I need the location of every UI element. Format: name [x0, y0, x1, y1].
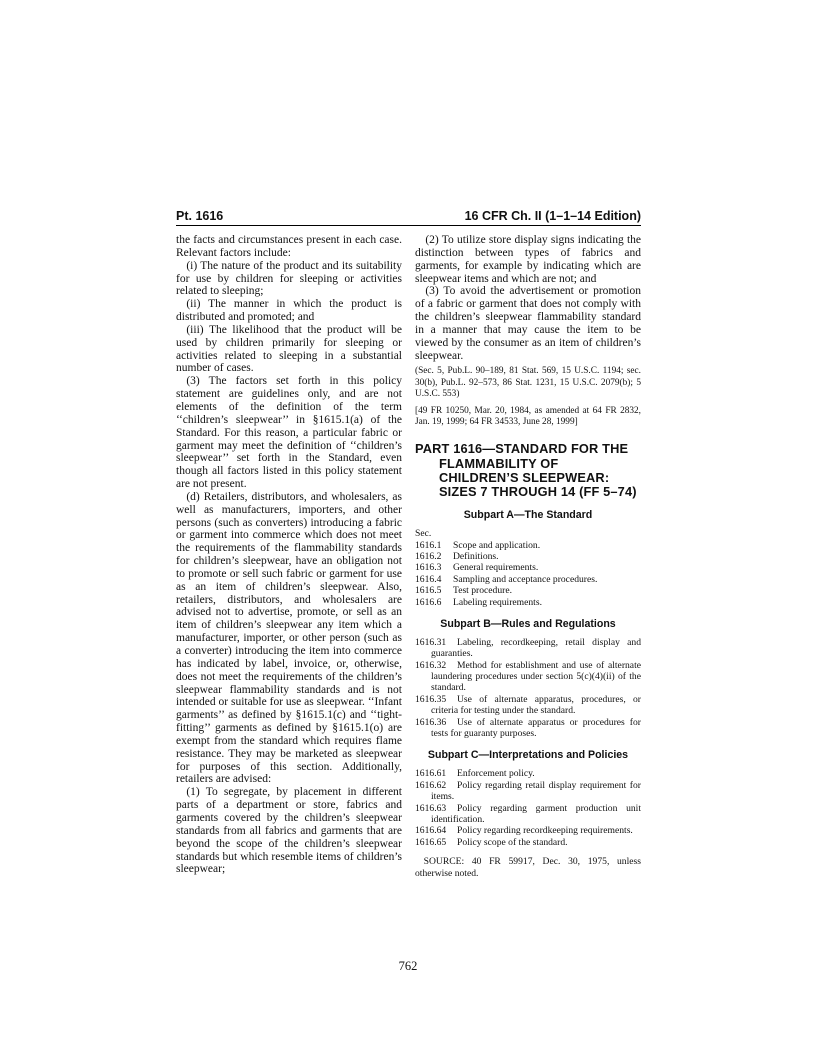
section-number: 1616.2 [415, 550, 442, 562]
title-edition: 16 CFR Ch. II (1–1–14 Edition) [464, 209, 641, 223]
source-note: SOURCE: 40 FR 59917, Dec. 30, 1975, unless otherwise noted. [415, 856, 641, 879]
section-number: 1616.1 [415, 539, 442, 551]
section-title: Sampling and acceptance procedures. [453, 573, 598, 585]
subpart-a-heading: Subpart A—The Standard [463, 509, 593, 522]
subpart-a-contents [415, 528, 641, 608]
paragraph: (3) To avoid the advertisement or promotion of a fabric or garment that does not comply with the children’s sleepwear flammability standard in a manner that may cause the item to be viewed by the consumer as an item of children’s sleepwear. [415, 285, 641, 362]
subpart-b-contents [415, 637, 641, 740]
section-number: 1616.31 [415, 636, 447, 648]
sec-label: Sec. [415, 528, 432, 540]
section-number: 1616.61 [415, 768, 447, 780]
subpart-b-heading: Subpart B—Rules and Regulations [440, 617, 616, 630]
paragraph: (d) Retailers, distributors, and wholesalers, as well as manufacturers, importers, and other persons (such as converters) introducing a fabric or garment into commerce which does not meet the requirements of the flammability standards for children’s sleepwear, have an obligation not to promote or sell such fabric or garment for use as an item of children’s sleepwear. Also, retailers, distributors, and wholesalers are advised not to advertise, promote, or sell as an item of children’s sleepwear any item which a manufacturer, importer, or other person (such as a converter) introducing the item into commerce has indicated by label, invoice, or, otherwise, does not meet the requirements of the children’s sleepwear flammability standards and is not intended or suitable for use as sleepwear. ‘‘Infant garments’’ as defined by §1615.1(c) and ‘‘tight-fitting’’ garments as defined by §1615.1(o) are exempt from the standard which requires flame resistance. They may be marketed as sleepwear for purposes of this section. Additionally, retailers are advised: [176, 490, 402, 786]
section-number: 1616.5 [415, 585, 442, 597]
section-number: 1616.64 [415, 825, 447, 837]
toc-item [415, 660, 641, 694]
section-title: Policy regarding recordkeeping requirements. [457, 825, 633, 837]
section-number: 1616.4 [415, 573, 442, 585]
paragraph: (ii) The manner in which the product is distributed and promoted; and [176, 298, 402, 324]
toc-item [415, 637, 641, 660]
toc-item [415, 694, 641, 717]
page-number: 762 [398, 959, 418, 973]
toc-item [415, 717, 641, 740]
part-heading: PART 1616—STANDARD FOR THE FLAMMABILITY OF CHILDREN’S SLEEPWEAR: SIZES 7 THROUGH 14 (FF 5–74) [415, 441, 637, 500]
toc-item [415, 551, 641, 562]
running-header [176, 209, 641, 225]
paragraph: (3) The factors set forth in this policy statement are guidelines only, and are not elements of the definition of the term ‘‘children’s sleepwear’’ in §1615.1(a) of the Standard. For this reason, a particular fabric or garment may meet the definition of ‘‘children’s sleepwear’’ set forth in the Standard, even though all factors listed in this policy statement are not present. [176, 375, 402, 491]
paragraph: (iii) The likelihood that the product will be used by children primarily for sleeping or activities related to sleeping in a substantial number of cases. [176, 323, 402, 375]
left-column [176, 234, 402, 876]
section-title: Labeling, recordkeeping, retail display and guaranties. [431, 636, 641, 660]
toc-item [415, 574, 641, 585]
toc-item [415, 585, 641, 596]
toc-item [415, 780, 641, 803]
right-column [415, 234, 641, 879]
section-number: 1616.3 [415, 562, 442, 574]
toc-item [415, 803, 641, 826]
toc-item [415, 597, 641, 608]
part-label: Pt. 1616 [176, 209, 224, 223]
authority-citation: (Sec. 5, Pub.L. 90–189, 81 Stat. 569, 15 U.S.C. 1194; sec. 30(b), Pub.L. 92–573, 86 Stat. 1231, 15 U.S.C. 2079(b); 5 U.S.C. 553) [415, 366, 641, 399]
history-citation: [49 FR 10250, Mar. 20, 1984, as amended at 64 FR 2832, Jan. 19, 1999; 64 FR 34533, June 28, 1999] [415, 406, 641, 428]
toc-item [415, 562, 641, 573]
toc-item [415, 825, 641, 836]
section-title: Labeling requirements. [453, 596, 542, 608]
paragraph: (1) To segregate, by placement in different parts of a department or store, fabrics and garments covered by the children’s sleepwear standards from all fabrics and garments that are beyond the scope of the children’s sleepwear standards but which resemble items of children’s sleepwear; [176, 786, 402, 876]
section-number: 1616.65 [415, 836, 447, 848]
section-number: 1616.6 [415, 596, 442, 608]
section-title: Enforcement policy. [457, 768, 535, 780]
toc-item [415, 768, 641, 779]
subpart-c-heading: Subpart C—Interpretations and Policies [427, 749, 629, 762]
subpart-c-contents [415, 768, 641, 848]
section-number: 1616.35 [415, 693, 447, 705]
paragraph: (i) The nature of the product and its suitability for use by children for sleeping or activities related to sleeping; [176, 259, 402, 298]
section-number: 1616.36 [415, 716, 447, 728]
paragraph: the facts and circumstances present in each case. Relevant factors include: [176, 234, 402, 259]
section-number: 1616.32 [415, 659, 447, 671]
header-rule [176, 225, 641, 226]
section-number: 1616.62 [415, 779, 447, 791]
section-title: Test procedure. [453, 585, 512, 597]
toc-item [415, 540, 641, 551]
section-title: Scope and application. [453, 539, 541, 551]
section-number: 1616.63 [415, 802, 447, 814]
section-title: General requirements. [453, 562, 539, 574]
section-title: Definitions. [453, 550, 499, 562]
section-title: Policy scope of the standard. [457, 836, 568, 848]
section-title: Use of alternate apparatus or procedures for tests for guaranty purposes. [431, 716, 641, 740]
section-title: Policy regarding garment production unit identification. [431, 802, 641, 825]
section-title: Policy regarding retail display requirement for items. [431, 779, 641, 803]
toc-item [415, 837, 641, 848]
paragraph: (2) To utilize store display signs indicating the distinction between types of fabrics and garments, for example by indicating which are sleepwear items and which are not; and [415, 234, 641, 285]
section-title: Use of alternate apparatus, procedures, or criteria for testing under the standard. [431, 693, 641, 717]
section-title: Method for establishment and use of alternate laundering procedures under section 5(c)(4)(ii) of the standard. [431, 659, 641, 694]
